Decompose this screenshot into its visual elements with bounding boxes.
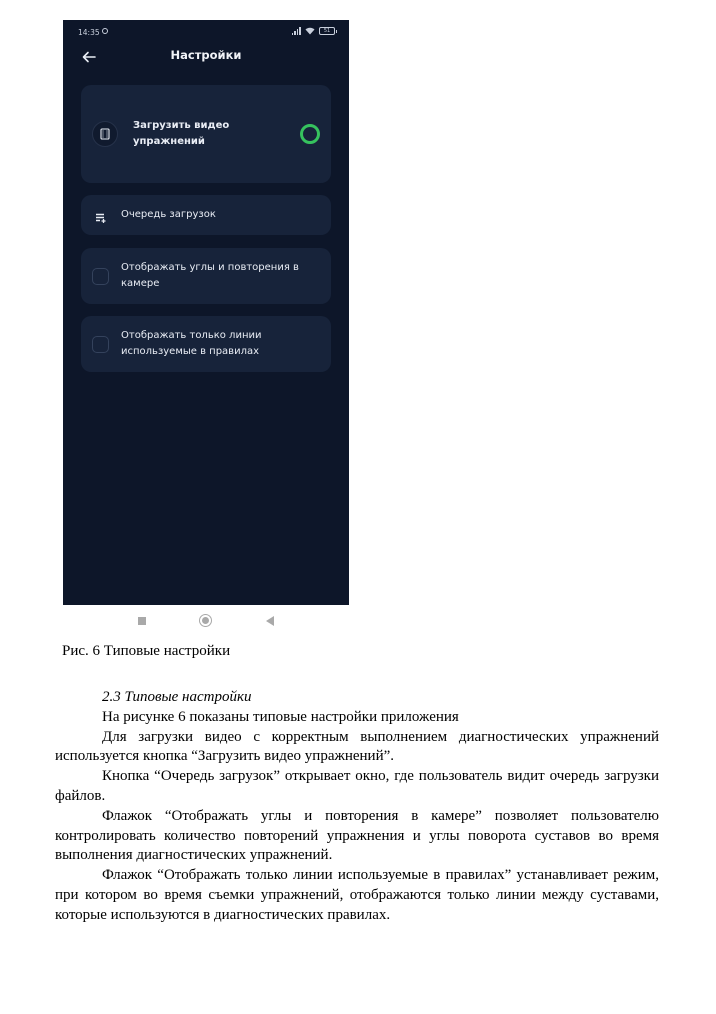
show-lines-checkbox[interactable] [92, 336, 109, 353]
show-angles-label: Отображать углы и повторения в камере [121, 262, 299, 289]
queue-list-icon [95, 209, 107, 221]
show-lines-label: Отображать только линии используемые в правилах [121, 330, 262, 357]
paragraph: Флажок “Отображать углы и повторения в камере” позволяет пользователю контролировать количество повторений упражнения и углы поворота суставов во время выполнения диагностических упражнений. [55, 807, 659, 864]
show-lines-card[interactable] [81, 316, 331, 372]
paragraph: Флажок “Отображать только линии используемые в правилах” устанавливает режим, при котором во время съемки упражнений, отображаются только линии между суставами, которые используются в диагностических правилах. [55, 867, 659, 923]
figure-caption: Рис. 6 Типовые настройки [62, 643, 231, 659]
square-icon[interactable] [138, 617, 146, 625]
android-nav-bar [63, 607, 349, 637]
upload-queue-label: Очередь загрузок [121, 209, 216, 220]
status-bar [63, 20, 349, 48]
show-angles-checkbox[interactable] [92, 268, 109, 285]
triangle-back-icon[interactable] [266, 616, 274, 626]
status-time: 14:35 [78, 28, 100, 37]
upload-toggle[interactable] [300, 124, 320, 144]
upload-video-card[interactable] [81, 85, 331, 183]
section-heading: 2.3 Типовые настройки [102, 689, 252, 705]
paragraph: Для загрузки видео с корректным выполнением диагностических упражнений используется кнопка “Загрузить видео упражнений”. [55, 728, 659, 765]
status-icons [292, 27, 335, 35]
paragraph: Кнопка “Очередь загрузок” открывает окно, где пользователь видит очередь загрузки файлов. [55, 768, 659, 804]
battery-icon: 51 [319, 27, 335, 35]
circle-icon[interactable] [199, 614, 212, 627]
upload-queue-card[interactable] [81, 195, 331, 235]
screen-title: Настройки [170, 48, 242, 62]
signal-icon [292, 27, 301, 35]
film-icon [92, 121, 118, 147]
document-body [55, 688, 659, 926]
paragraph: На рисунке 6 показаны типовые настройки приложения [102, 708, 459, 725]
phone-screenshot [63, 20, 349, 605]
upload-video-label: Загрузить видео упражнений [133, 120, 230, 147]
show-angles-card[interactable] [81, 248, 331, 304]
notification-icon [102, 28, 108, 34]
wifi-icon [305, 27, 315, 35]
